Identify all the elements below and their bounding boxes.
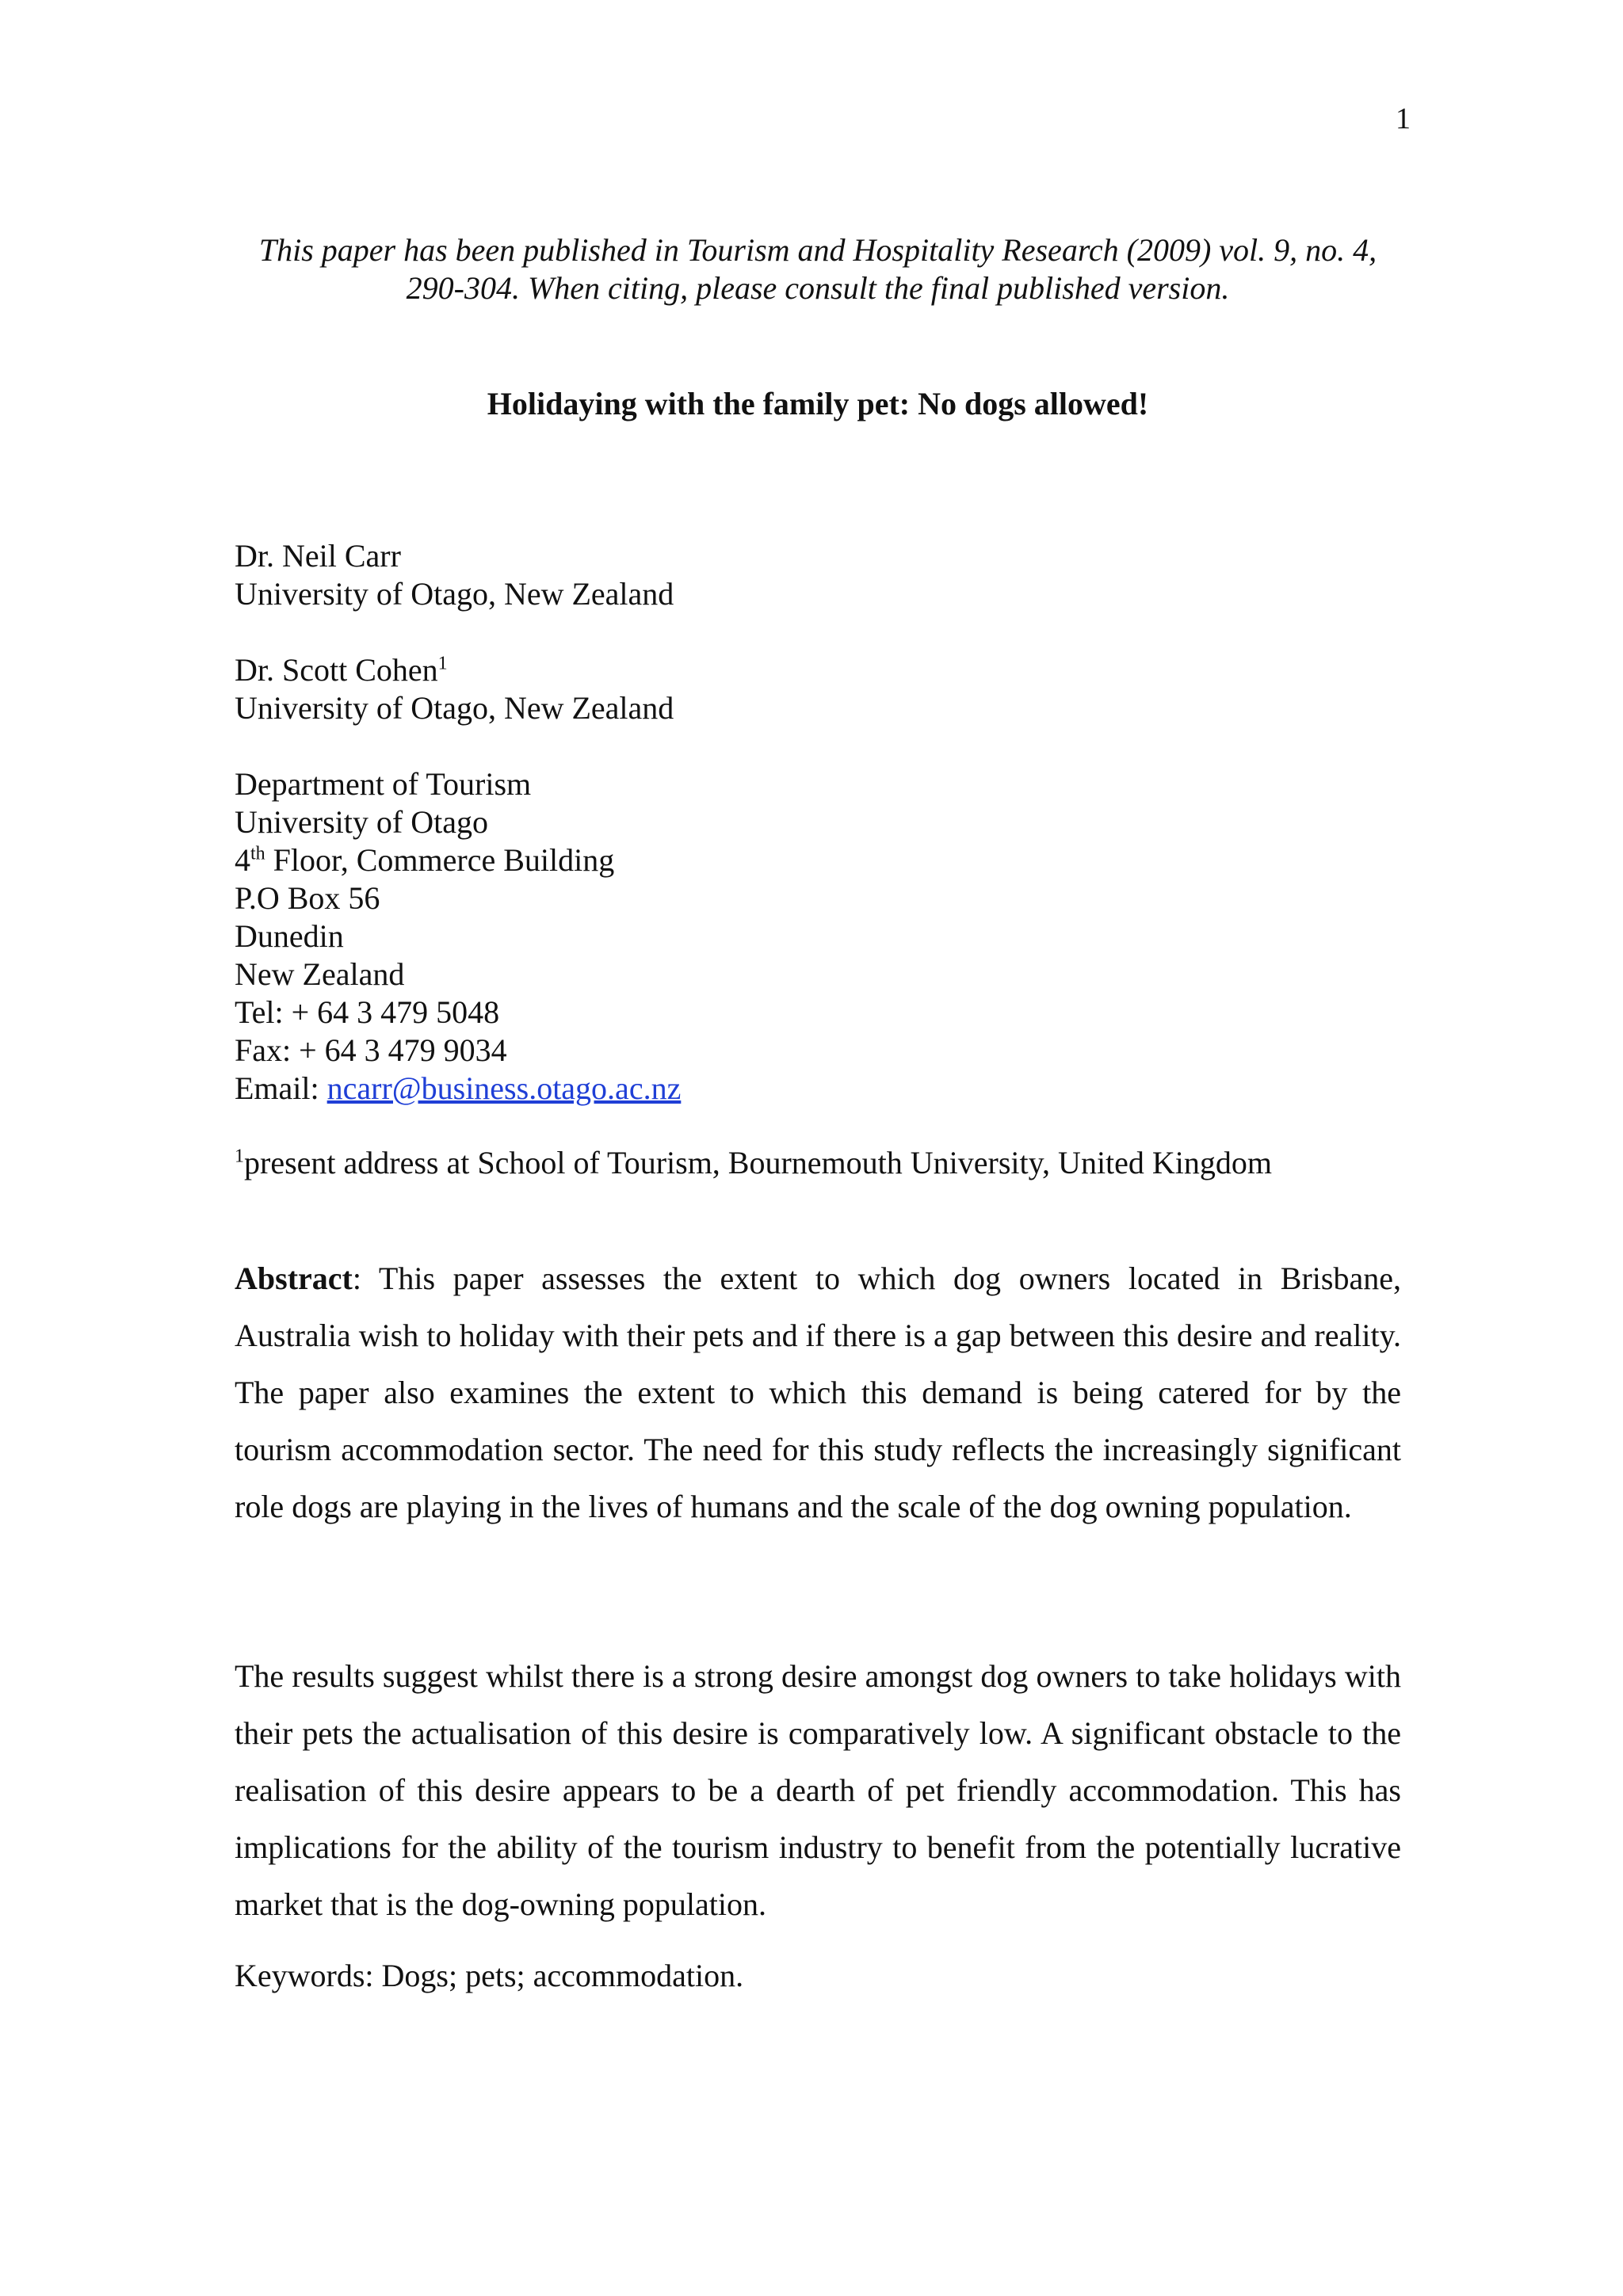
author-name: Dr. Scott Cohen$^1$ (235, 652, 448, 688)
author-name: Dr. Neil Carr (235, 538, 401, 574)
address-country: New Zealand (235, 956, 405, 992)
author-block-carr (235, 537, 1401, 613)
email-link[interactable]: ncarr@business.otago.ac.nz (327, 1070, 682, 1106)
results-paragraph: The results suggest whilst there is a strong desire amongst dog owners to take holidays with their pets the actualisation of this desire is comparatively low. A significant obstacle to the realisation of this desire appears to be a dearth of pet friendly accommodation. This has implications for the ability of the tourism industry to benefit from the potentially lucrative market that is the dog-owning population. (235, 1658, 1401, 1922)
address-city: Dunedin (235, 918, 344, 954)
address-floor: 4th Floor, Commerce Building (235, 842, 615, 878)
publication-note: This paper has been published in Tourism and Hospitality Research (2009) vol. 9, no. 4, 290-304. When citing, please consult the final published version. (258, 232, 1377, 306)
address-po-box: P.O Box 56 (235, 880, 380, 916)
abstract-text: : This paper assesses the extent to which dog owners located in Brisbane, Australia wish to holiday with their pets and if there is a gap between this desire and reality. The paper also examines the extent to which this demand is being catered for by the tourism accommodation sector. The need for this study reflects the increasingly significant role dogs are playing in the lives of humans and the scale of the dog owning population. (235, 1261, 1401, 1524)
author-affiliation: University of Otago, New Zealand (235, 690, 674, 726)
footnote-text: present address at School of Tourism, Bournemouth University, United Kingdom (244, 1145, 1273, 1180)
address-university: University of Otago (235, 804, 488, 840)
author-affiliation: University of Otago, New Zealand (235, 576, 674, 612)
author-footnote-marker: 1 (437, 653, 448, 674)
page-number: 1 (1396, 102, 1411, 135)
address-email: Email: ncarr@business.otago.ac.nz (235, 1070, 682, 1106)
footnote-marker: 1 (235, 1146, 244, 1167)
paper-title: Holidaying with the family pet: No dogs allowed! (487, 386, 1149, 421)
address-tel: Tel: + 64 3 479 5048 (235, 994, 500, 1030)
author-block-cohen (235, 651, 1401, 727)
keywords-line: Keywords: Dogs; pets; accommodation. (235, 1958, 744, 1993)
affiliation-footnote (235, 1144, 1401, 1182)
abstract-label: Abstract (235, 1261, 353, 1296)
address-department: Department of Tourism (235, 766, 532, 802)
address-fax: Fax: + 64 3 479 9034 (235, 1032, 507, 1068)
abstract-paragraph (235, 1250, 1401, 1535)
address-block (235, 765, 1401, 1108)
